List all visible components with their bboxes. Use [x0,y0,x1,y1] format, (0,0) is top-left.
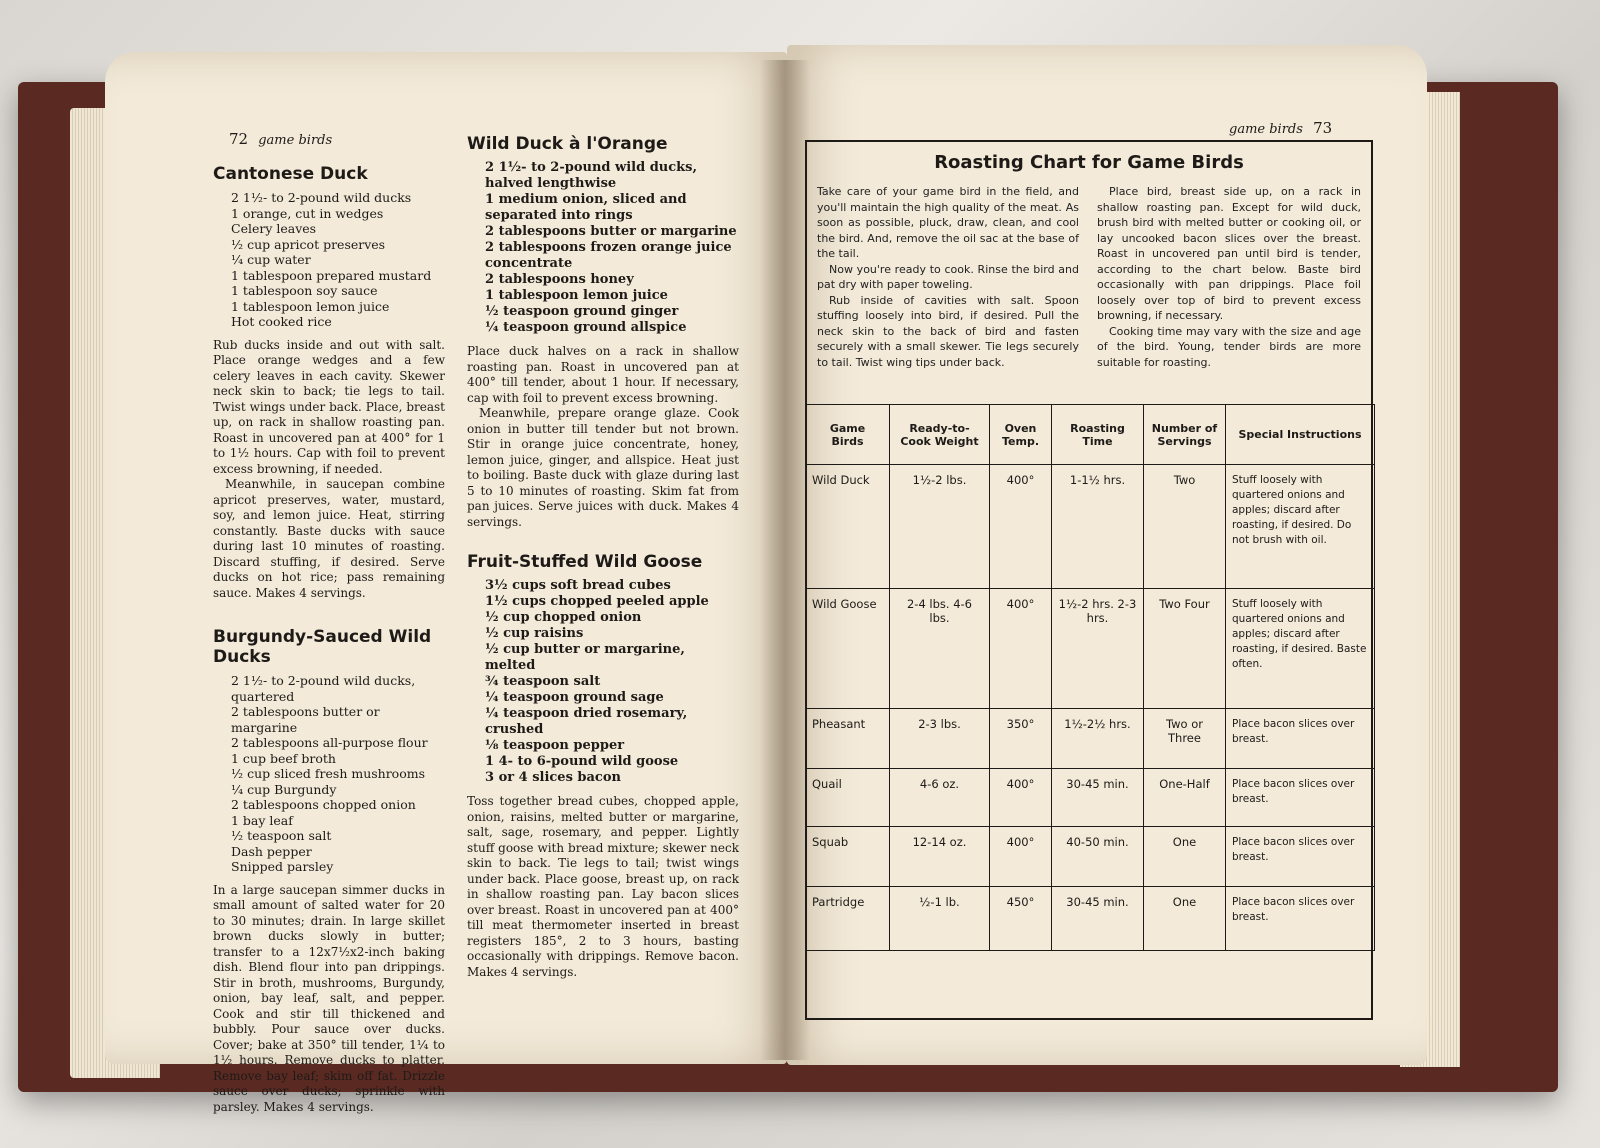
ingredient: 1 tablespoon soy sauce [231,283,378,298]
roasting-table [805,404,1375,951]
column-header: Number of Servings [1144,405,1226,465]
recipe-burgundy-sauced-wild-ducks [213,627,445,1115]
ingredient: ½ teaspoon ground ginger [485,304,679,319]
cell-bird: Wild Duck [806,465,890,589]
cell-temp: 400° [990,827,1052,887]
cell-temp: 350° [990,709,1052,769]
ingredient: ¼ teaspoon dried rosemary, crushed [485,706,688,737]
column-header: Oven Temp. [990,405,1052,465]
ingredient: ½ cup sliced fresh mushrooms [231,766,426,781]
column-header: Game Birds [806,405,890,465]
ingredient: Celery leaves [231,221,317,236]
ingredient: 2 1½- to 2-pound wild ducks, halved lengthwise [485,160,698,191]
ingredient: 1 medium onion, sliced and separated into rings [485,192,687,223]
cell-servings: Two or Three [1144,709,1226,769]
ingredient: 2 tablespoons butter or margarine [485,224,737,239]
cell-time: 30-45 min. [1052,887,1144,951]
table-row [806,827,1375,887]
cell-temp: 400° [990,465,1052,589]
cell-temp: 400° [990,769,1052,827]
ingredient: 2 tablespoons honey [485,272,634,287]
right-page [787,45,1427,1065]
cell-instructions: Place bacon slices over breast. [1226,709,1375,769]
ingredient: 1 4- to 6-pound wild goose [485,754,679,769]
recipe-title: Burgundy-Sauced Wild Ducks [213,627,432,667]
cell-servings: One [1144,887,1226,951]
recipe-cantonese-duck [213,164,445,601]
ingredient: 1 tablespoon lemon juice [231,298,390,314]
ingredient: ¾ teaspoon salt [485,674,601,689]
cell-instructions: Place bacon slices over breast. [1226,827,1375,887]
ingredient: 1 tablespoon prepared mustard [231,267,432,283]
ingredient-list [467,578,739,786]
ingredient: Dash pepper [231,843,312,859]
intro-right-column [1097,184,1361,370]
right-folio [1229,119,1338,137]
method-paragraph: Toss together bread cubes, chopped apple, onion, raisins, melted butter or margarine, salt, sage, rosemary, and pepper. Lightly stuff goose with bread mixture; skewer neck skin to back. Tie legs to tail; twist wings under back. Place goose, breast up, on rack in shallow roasting pan. Lay bacon slices over breast. Roast in uncovered pan at 400° till meat thermometer inserted in breast registers 185°, 2 to 3 hours, basting occasionally with drippings. Remove bacon. Makes 4 servings. [467,794,739,979]
right-running-head: game birds [1229,122,1303,137]
cell-servings: One [1144,827,1226,887]
method-paragraph: Meanwhile, prepare orange glaze. Cook onion in butter till tender but not brown. Stir in orange juice concentrate, honey, lemon juice, ginger, and allspice. Heat just to boiling. Baste duck with glaze during last 5 to 10 minutes of roasting. Skim fat from pan juices. Serve juices with duck. Makes 4 servings. [467,406,739,529]
cell-time: 1½-2 hrs. 2-3 hrs. [1052,589,1144,709]
cell-weight: 2-4 lbs. 4-6 lbs. [890,589,990,709]
ingredient: ½ cup apricot preserves [231,236,386,252]
intro-paragraph: Rub inside of cavities with salt. Spoon stuffing loosely into bird, if desired. Pull the neck skin to the back of bird and fasten securely with a small skewer. Tie legs securely to tail. Twist wing tips under back. [817,293,1079,369]
cell-time: 1-1½ hrs. [1052,465,1144,589]
ingredient: 2 tablespoons frozen orange juice concentrate [485,240,732,271]
ingredient: 1 orange, cut in wedges [231,205,384,221]
ingredient: 1 bay leaf [231,812,293,828]
cell-bird: Pheasant [806,709,890,769]
ingredient-list [467,160,739,336]
cell-weight: ½-1 lb. [890,887,990,951]
recipe-title: Fruit-Stuffed Wild Goose [467,552,703,572]
cell-time: 30-45 min. [1052,769,1144,827]
left-column-2 [467,134,739,980]
cell-temp: 450° [990,887,1052,951]
ingredient: 2 1½- to 2-pound wild ducks [231,190,412,205]
ingredient: Snipped parsley [231,859,334,874]
ingredient: 3 or 4 slices bacon [485,770,621,785]
ingredient: ½ cup chopped onion [485,610,642,625]
recipe-fruit-stuffed-wild-goose [467,552,739,980]
method-paragraph: Place duck halves on a rack in shallow roasting pan. Roast in uncovered pan at 400° till tender, about 1 hour. If necessary, cap with foil to prevent excess browning. [467,344,739,405]
right-page-number: 73 [1313,119,1333,137]
cell-time: 1½-2½ hrs. [1052,709,1144,769]
ingredient: ¼ cup water [231,252,311,267]
left-page [105,52,787,1114]
method-paragraph: Meanwhile, in saucepan combine apricot preserves, water, mustard, soy, and lemon juice. Heat, stirring constantly. Baste ducks with sauce during last 10 minutes of roasting. Discard stuffing, if desired. Serve ducks on hot rice; pass remaining sauce. Makes 4 servings. [213,477,445,600]
recipe-title: Cantonese Duck [213,164,368,184]
table-row [806,589,1375,709]
cell-weight: 1½-2 lbs. [890,465,990,589]
cell-bird: Squab [806,827,890,887]
cell-weight: 12-14 oz. [890,827,990,887]
ingredient: 2 1½- to 2-pound wild ducks, quartered [231,673,416,704]
recipe-title: Wild Duck à l'Orange [467,134,668,154]
ingredient: 1 tablespoon lemon juice [485,288,668,303]
roasting-chart [805,140,1373,1020]
ingredient: ⅛ teaspoon pepper [485,738,625,753]
ingredient: ¼ teaspoon ground allspice [485,320,687,335]
table-row [806,709,1375,769]
method-paragraph: In a large saucepan simmer ducks in small amount of salted water for 20 to 30 minutes; drain. In large skillet brown ducks slowly in butter; transfer to a 12x7½x2-inch baking dish. Blend flour into pan drippings. Stir in broth, mushrooms, Burgundy, onion, bay leaf, salt, and pepper. Cook and stir till thickened and bubbly. Pour sauce over ducks. Cover; bake at 350° till tender, 1¼ to 1½ hours. Remove ducks to platter. Remove bay leaf; skim off fat. Drizzle sauce over ducks; sprinkle with parsley. Makes 4 servings. [213,882,445,1114]
ingredient: Hot cooked rice [231,314,332,329]
column-header: Roasting Time [1052,405,1144,465]
ingredient: 1½ cups chopped peeled apple [485,594,709,609]
table-row [806,769,1375,827]
cell-servings: One-Half [1144,769,1226,827]
table-row [806,887,1375,951]
cell-time: 40-50 min. [1052,827,1144,887]
ingredient-list [213,673,445,875]
intro-paragraph: Cooking time may vary with the size and age of the bird. Young, tender birds are more suitable for roasting. [1097,324,1361,369]
ingredient: 2 tablespoons chopped onion [231,797,416,812]
table-row [806,465,1375,589]
ingredient: 2 tablespoons butter or margarine [231,704,380,735]
cell-bird: Wild Goose [806,589,890,709]
cell-instructions: Stuff loosely with quartered onions and apples; discard after roasting, if desired. Baste often. [1226,589,1375,709]
cell-instructions: Stuff loosely with quartered onions and apples; discard after roasting, if desired. Do not brush with oil. [1226,465,1375,589]
column-header: Special Instructions [1226,405,1375,465]
chart-title: Roasting Chart for Game Birds [934,152,1244,173]
ingredient: ½ cup butter or margarine, melted [485,642,685,673]
ingredient-list [213,190,445,330]
recipe-wild-duck-a-lorange [467,134,739,530]
ingredient: ¼ cup Burgundy [231,781,337,797]
intro-paragraph: Place bird, breast side up, on a rack in shallow roasting pan. Except for wild duck, brush bird with melted butter or cooking oil, or lay uncooked bacon slices over the breast. Roast in uncovered pan until bird is tender, according to the chart below. Baste bird occasionally with pan drippings. Place foil loosely over top of bird to prevent excess browning, if necessary. [1097,185,1361,322]
intro-paragraph: Take care of your game bird in the field, and you'll maintain the high quality of the meat. As soon as possible, pluck, draw, clean, and cool the bird. And, remove the oil sac at the base of the tail. [817,185,1079,260]
ingredient: 1 cup beef broth [231,750,336,766]
cell-bird: Partridge [806,887,890,951]
cell-temp: 400° [990,589,1052,709]
book-gutter [760,60,810,1060]
left-folio [223,130,332,148]
ingredient: ½ cup raisins [485,626,584,641]
cell-weight: 4-6 oz. [890,769,990,827]
intro-paragraph: Now you're ready to cook. Rinse the bird and pat dry with paper toweling. [817,262,1079,291]
cell-servings: Two Four [1144,589,1226,709]
ingredient: ½ teaspoon salt [231,828,332,843]
ingredient: 3½ cups soft bread cubes [485,578,671,593]
ingredient: 2 tablespoons all-purpose flour [231,735,428,750]
intro-left-column [817,184,1079,370]
ingredient: ¼ teaspoon ground sage [485,690,664,705]
cell-servings: Two [1144,465,1226,589]
left-column-1 [213,164,445,1115]
table-header-row [806,405,1375,465]
cell-weight: 2-3 lbs. [890,709,990,769]
cell-instructions: Place bacon slices over breast. [1226,769,1375,827]
cell-instructions: Place bacon slices over breast. [1226,887,1375,951]
column-header: Ready-to-Cook Weight [890,405,990,465]
left-running-head: game birds [258,133,333,148]
cell-bird: Quail [806,769,890,827]
left-page-number: 72 [229,130,249,148]
method-paragraph: Rub ducks inside and out with salt. Place orange wedges and a few celery leaves in each cavity. Skewer neck skin to back; tie legs to tail. Twist wings under back. Place, breast up, on rack in shallow roasting pan. Roast in uncovered pan at 400° for 1 to 1½ hours. Cap with foil to prevent excess browning, if needed. [213,337,445,476]
